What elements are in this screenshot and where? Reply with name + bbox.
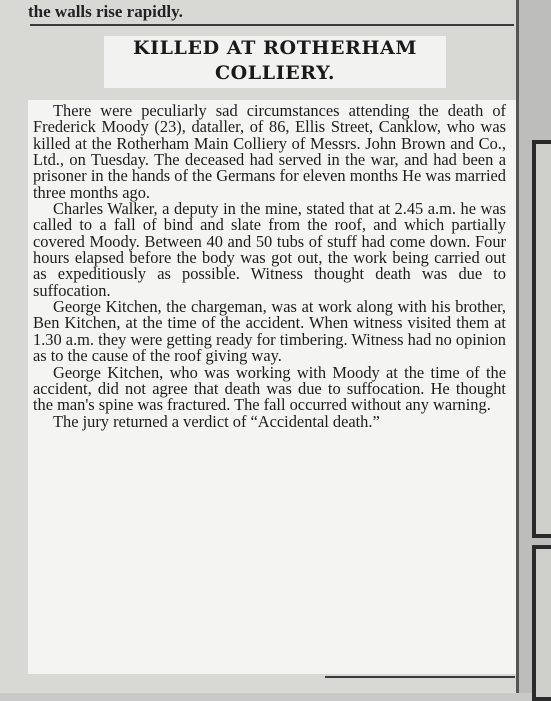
adjacent-ad-border (532, 140, 551, 538)
separator-rule (30, 24, 514, 26)
article-body (33, 103, 506, 430)
paragraph: George Kitchen, the chargeman, was at work along with his brother, Ben Kitchen, at the time of the accident. When witness visited them at 1.30 a.m. they were getting ready for timbering. Witness had no opinion as to the cause of the roof giving way. (33, 297, 506, 366)
adjacent-ad-border-lower (532, 545, 551, 701)
paragraph: There were peculiarly sad circumstances attending the death of Frederick Moody (23), dataller, of 86, Ellis Street, Canklow, who was killed at the Rotherham Main Colliery of Messrs. John Brown and Co., Ltd., on Tuesday. The deceased had served in the war, and had been a prisoner in the hands of the Germans for eleven months He was married three months ago. (33, 101, 506, 202)
end-rule (325, 676, 515, 678)
previous-article-fragment: the walls rise rapidly. (28, 2, 183, 21)
paragraph: The jury returned a verdict of “Accidental death.” (53, 411, 380, 431)
paragraph: George Kitchen, who was working with Moody at the time of the accident, did not agree that death was due to suffocation. He thought the man's spine was fractured. The fall occurred without any warning. (33, 362, 506, 415)
headline-line-2: COLLIERY. (214, 62, 336, 84)
headline-line-1: KILLED AT ROTHERHAM (133, 37, 417, 59)
headline (104, 36, 446, 86)
paragraph: Charles Walker, a deputy in the mine, stated that at 2.45 a.m. he was called to a fall of bind and slate from the roof, and which partially covered Moody. Between 40 and 50 tubs of stuff had come down. Four hours elapsed before the body was got out, the work being carried out as expeditiously as possible. Witness thought death was due to suffocation. (33, 199, 506, 300)
